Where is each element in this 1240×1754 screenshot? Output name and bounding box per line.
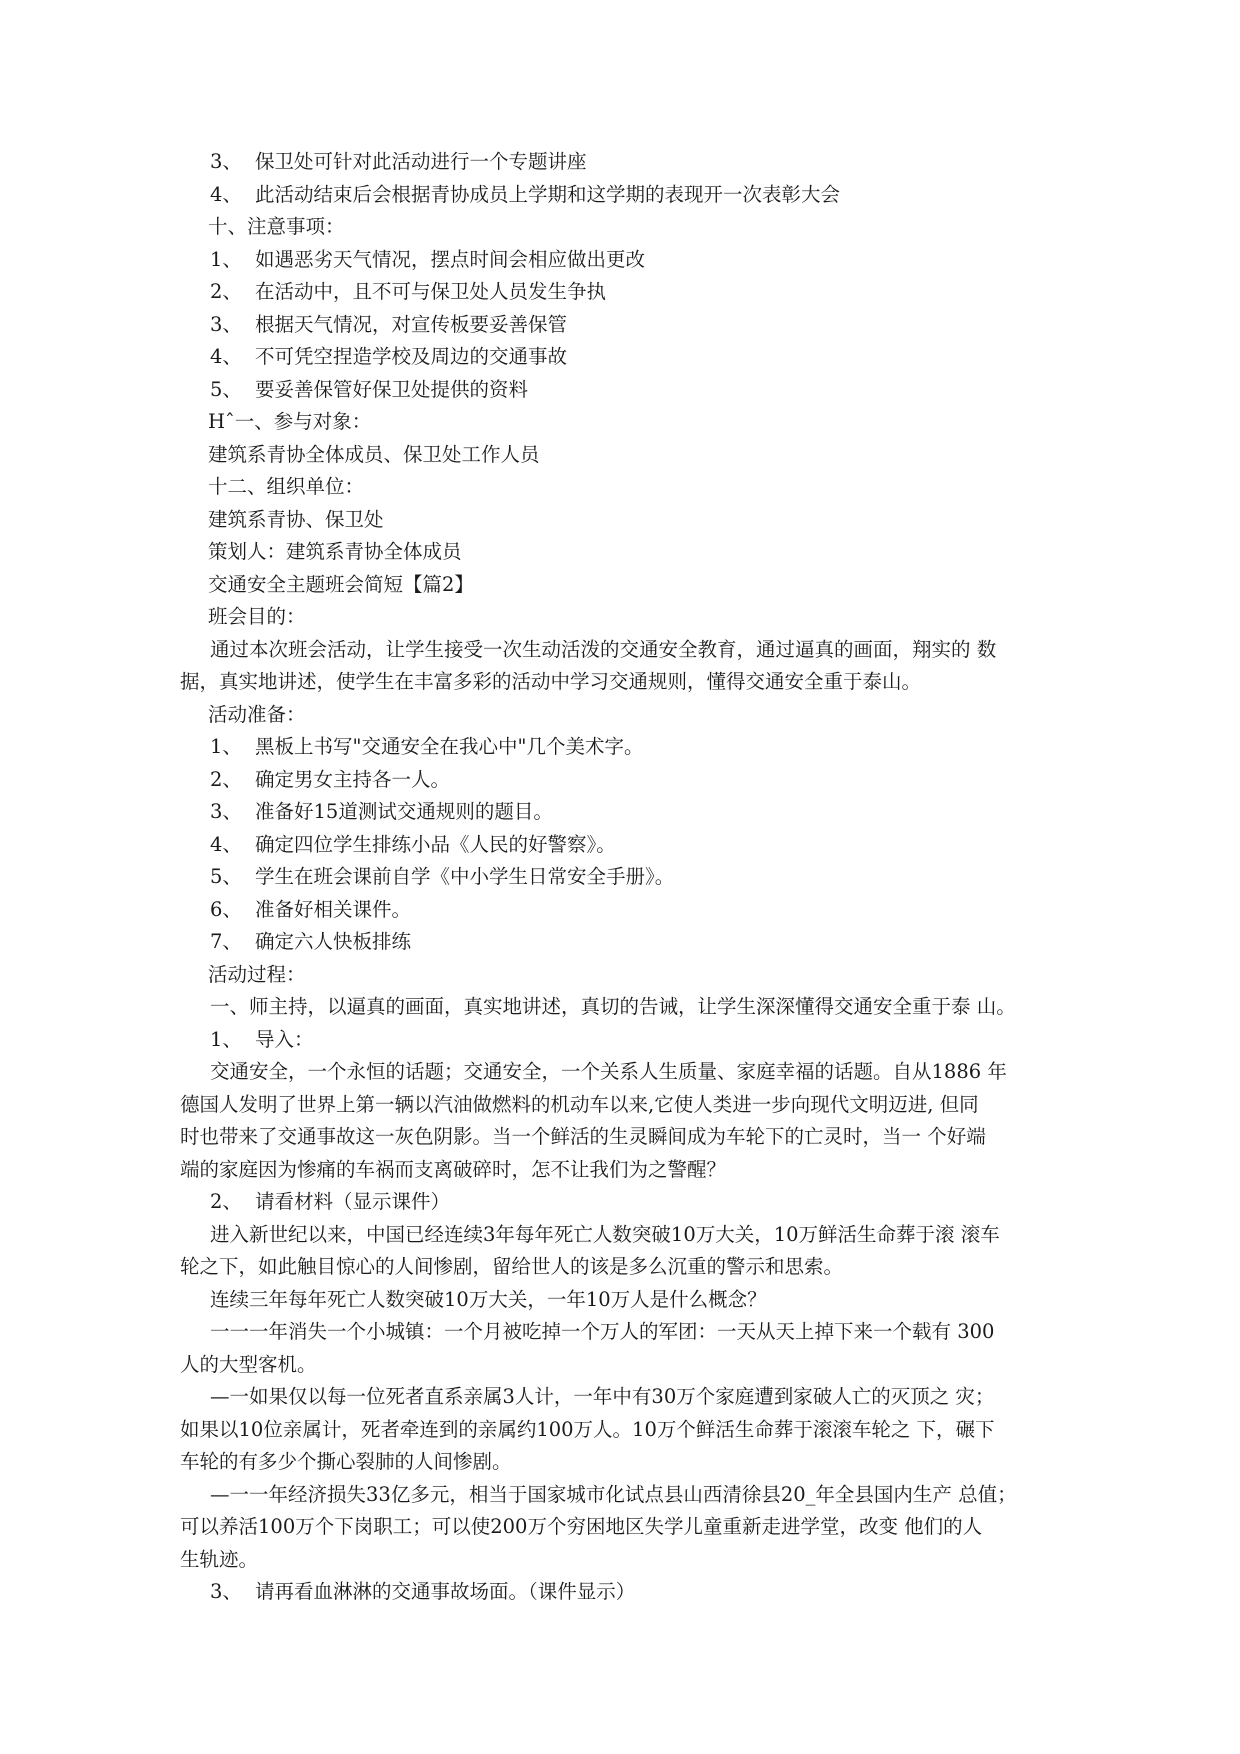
list-item — [180, 309, 1080, 342]
paragraph-line: 连续三年每年死亡人数突破10万大关，一年10万人是什么概念？ — [210, 1287, 767, 1311]
list-number: 7、 — [210, 930, 242, 953]
list-text: 黑板上书写"交通安全在我心中"几个美术字。 — [255, 735, 644, 758]
list-text: 准备好15道测试交通规则的题目。 — [255, 800, 553, 823]
list-item — [180, 179, 1080, 212]
list-item — [180, 1576, 1080, 1609]
list-item — [180, 276, 1080, 309]
paragraph-line: 交通安全，一个永恒的话题；交通安全，一个关系人生质量、家庭幸福的话题。自从1886 年 — [210, 1060, 1007, 1083]
list-item — [180, 146, 1080, 179]
paragraph-line: —一如果仅以每一位死者直系亲属3人计，一年中有30万个家庭遭到家破人亡的灭顶之 灾； — [210, 1385, 995, 1408]
list-text: 确定四位学生排练小品《人民的好警察》。 — [255, 832, 616, 856]
list-text: 根据天气情况，对宣传板要妥善保管 — [255, 312, 568, 336]
list-text: 导入： — [255, 1027, 314, 1051]
list-item — [180, 894, 1080, 927]
list-number: 2、 — [210, 280, 242, 303]
paragraph-line: 一一一年消失一个小城镇：一个月被吃掉一个万人的军团：一天从天上掉下来一个载有 300 — [210, 1320, 995, 1343]
paragraph-line: 建筑系青协、保卫处 — [208, 507, 384, 531]
list-text: 确定六人快板排练 — [255, 930, 412, 953]
section-heading: 十二、组织单位： — [208, 475, 365, 498]
list-text: 如遇恶劣天气情况，摆点时间会相应做出更改 — [255, 247, 646, 271]
list-number: 3、 — [210, 312, 242, 336]
paragraph-line: 据，真实地讲述，使学生在丰富多彩的活动中学习交通规则，懂得交通安全重于泰山。 — [180, 670, 922, 693]
list-item — [180, 341, 1080, 374]
list-text: 确定男女主持各一人。 — [255, 767, 451, 791]
paragraph-line: 可以养活100万个下岗职工；可以使200万个穷困地区失学儿童重新走进学堂，改变 他们的人 — [180, 1515, 983, 1538]
list-item — [180, 926, 1080, 959]
list-item — [180, 1186, 1080, 1219]
section-heading: 十、注意事项： — [208, 215, 345, 238]
list-item — [180, 829, 1080, 862]
list-text: 请看材料（显示课件） — [255, 1190, 451, 1213]
paragraph-line: 生轨迹。 — [180, 1547, 259, 1571]
list-text: 此活动结束后会根据青协成员上学期和这学期的表现开一次表彰大会 — [255, 182, 841, 206]
paragraph-line: 德国人发明了世界上第一辆以汽油做燃料的机动车以来,它使人类进一步向现代文明迈进, 但同 — [180, 1092, 979, 1116]
paragraph-line: —一一年经济损失33亿多元，相当于国家城市化试点县山西清徐县20_年全县国内生产 总值； — [210, 1482, 1017, 1506]
list-text: 保卫处可针对此活动进行一个专题讲座 — [255, 150, 587, 173]
list-item — [180, 796, 1080, 829]
paragraph-line: 端的家庭因为惨痛的车祸而支离破碎时，怎不让我们为之警醒？ — [180, 1157, 727, 1181]
list-number: 3、 — [210, 1580, 242, 1603]
list-item — [180, 244, 1080, 277]
paragraph-line: 人的大型客机。 — [180, 1352, 317, 1376]
list-number: 4、 — [210, 182, 242, 206]
list-text: 请再看血淋淋的交通事故场面。（课件显示） — [255, 1580, 636, 1603]
paragraph-line: 如果以10位亲属计，死者牵连到的亲属约100万人。10万个鲜活生命葬于滚滚车轮之 下，碾下 — [180, 1417, 995, 1441]
list-item — [180, 731, 1080, 764]
list-item — [180, 861, 1080, 894]
paragraph-line: 策划人：建筑系青协全体成员 — [208, 540, 462, 563]
list-number: 3、 — [210, 800, 242, 823]
paragraph-line: 建筑系青协全体成员、保卫处工作人员 — [208, 442, 540, 466]
list-number: 4、 — [210, 832, 242, 856]
paragraph-line: 进入新世纪以来，中国已经连续3年每年死亡人数突破10万大关，10万鲜活生命葬于滚 滚车 — [210, 1222, 1000, 1246]
paragraph-line: 通过本次班会活动，让学生接受一次生动活泼的交通安全教育，通过逼真的画面，翔实的 数 — [210, 637, 997, 661]
list-number: 1、 — [210, 247, 242, 271]
paragraph-line: 一、师主持，以逼真的画面，真实地讲述，真切的告诫，让学生深深懂得交通安全重于泰 山。 — [210, 995, 1016, 1018]
list-number: 6、 — [210, 897, 242, 921]
list-number: 2、 — [210, 1190, 242, 1213]
section-heading: Hˆ一、参与对象： — [208, 410, 372, 433]
list-item — [180, 764, 1080, 797]
list-item — [180, 1024, 1080, 1057]
list-number: 5、 — [210, 377, 242, 401]
paragraph-line: 时也带来了交通事故这一灰色阴影。当一个鲜活的生灵瞬间成为车轮下的亡灵时，当一 个好端 — [180, 1125, 986, 1148]
list-text: 在活动中，且不可与保卫处人员发生争执 — [255, 280, 607, 303]
list-text: 不可凭空捏造学校及周边的交通事故 — [255, 345, 568, 368]
section-heading: 活动过程： — [208, 962, 306, 986]
list-number: 5、 — [210, 865, 242, 888]
paragraph-line: 轮之下，如此触目惊心的人间惨剧，留给世人的该是多么沉重的警示和思索。 — [180, 1255, 844, 1278]
section-heading: 活动准备： — [208, 702, 306, 726]
list-number: 1、 — [210, 735, 242, 758]
document-body — [180, 146, 1080, 1609]
list-number: 3、 — [210, 150, 242, 173]
list-number: 1、 — [210, 1027, 242, 1051]
paragraph-line: 车轮的有多少个撕心裂肺的人间惨剧。 — [180, 1450, 512, 1473]
article-title: 交通安全主题班会简短【篇2】 — [208, 572, 474, 596]
section-heading: 班会目的： — [208, 605, 306, 628]
list-text: 要妥善保管好保卫处提供的资料 — [255, 377, 529, 401]
list-text: 准备好相关课件。 — [255, 897, 412, 921]
list-item — [180, 374, 1080, 407]
list-number: 2、 — [210, 767, 242, 791]
list-text: 学生在班会课前自学《中小学生日常安全手册》。 — [255, 865, 675, 888]
list-number: 4、 — [210, 345, 242, 368]
